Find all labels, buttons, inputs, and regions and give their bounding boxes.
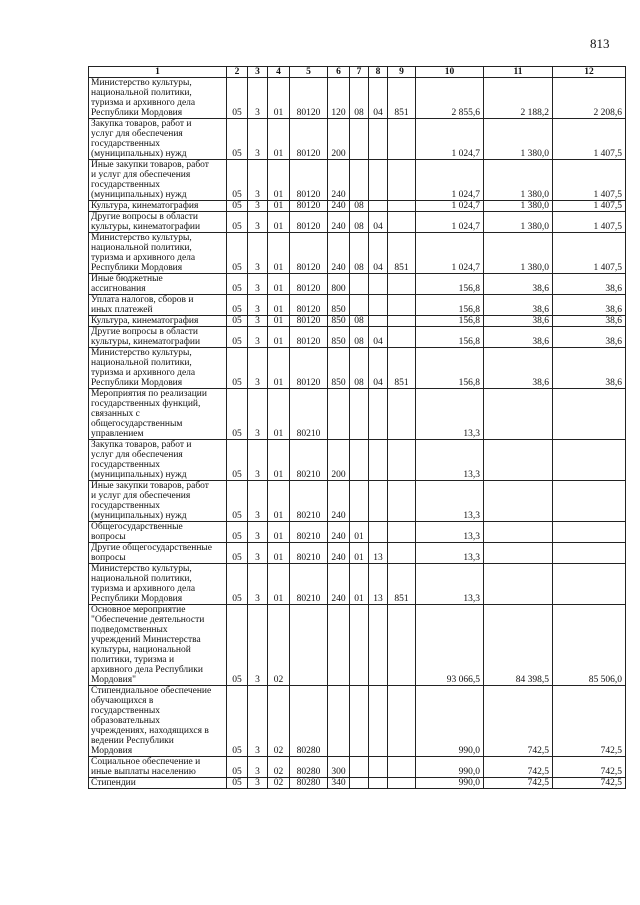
table-row xyxy=(89,348,626,389)
cell-col-2: 05 xyxy=(227,605,248,686)
cell-col-10: 13,3 xyxy=(416,543,484,564)
cell-col-10: 156,8 xyxy=(416,316,484,327)
cell-col-5: 80280 xyxy=(290,778,328,789)
cell-col-2: 05 xyxy=(227,348,248,389)
cell-col-11: 742,5 xyxy=(484,757,553,778)
cell-col-5: 80120 xyxy=(290,316,328,327)
cell-col-2: 05 xyxy=(227,440,248,481)
cell-col-5: 80210 xyxy=(290,564,328,605)
cell-col-8 xyxy=(369,389,388,440)
column-header-6: 6 xyxy=(328,67,350,78)
cell-col-5: 80120 xyxy=(290,233,328,274)
cell-col-11: 2 188,2 xyxy=(484,78,553,119)
column-header-11: 11 xyxy=(484,67,553,78)
cell-col-11: 1 380,0 xyxy=(484,119,553,160)
cell-col-12: 38,6 xyxy=(553,274,626,295)
cell-col-12: 38,6 xyxy=(553,327,626,348)
cell-col-7 xyxy=(350,605,369,686)
cell-col-9 xyxy=(388,481,416,522)
cell-col-10: 1 024,7 xyxy=(416,119,484,160)
cell-col-10: 13,3 xyxy=(416,522,484,543)
cell-col-9: 851 xyxy=(388,78,416,119)
cell-col-7 xyxy=(350,440,369,481)
cell-col-3: 3 xyxy=(248,757,268,778)
cell-col-12: 742,5 xyxy=(553,778,626,789)
page-number: 813 xyxy=(590,36,610,51)
cell-col-6: 340 xyxy=(328,778,350,789)
cell-col-7: 08 xyxy=(350,316,369,327)
cell-col-2: 05 xyxy=(227,233,248,274)
row-name-cell: Другие общегосударственные вопросы xyxy=(89,543,227,564)
cell-col-12: 1 407,5 xyxy=(553,119,626,160)
cell-col-9 xyxy=(388,389,416,440)
cell-col-12: 85 506,0 xyxy=(553,605,626,686)
cell-col-2: 05 xyxy=(227,119,248,160)
cell-col-3: 3 xyxy=(248,686,268,757)
cell-col-8 xyxy=(369,274,388,295)
table-row xyxy=(89,481,626,522)
cell-col-6: 850 xyxy=(328,348,350,389)
row-name-cell: Общегосударственные вопросы xyxy=(89,522,227,543)
cell-col-6: 240 xyxy=(328,212,350,233)
table-row xyxy=(89,686,626,757)
cell-col-11: 742,5 xyxy=(484,686,553,757)
cell-col-7: 08 xyxy=(350,212,369,233)
cell-col-10: 156,8 xyxy=(416,348,484,389)
cell-col-8 xyxy=(369,757,388,778)
cell-col-3: 3 xyxy=(248,348,268,389)
cell-col-11: 1 380,0 xyxy=(484,212,553,233)
cell-col-4: 01 xyxy=(268,543,290,564)
table-row xyxy=(89,564,626,605)
cell-col-11 xyxy=(484,389,553,440)
row-name-cell: Закупка товаров, работ и услуг для обеспечения государственных (муниципальных) нужд xyxy=(89,119,227,160)
cell-col-4: 01 xyxy=(268,564,290,605)
cell-col-6: 240 xyxy=(328,201,350,212)
table-row xyxy=(89,543,626,564)
row-name-cell: Другие вопросы в области культуры, кинематографии xyxy=(89,212,227,233)
cell-col-12 xyxy=(553,481,626,522)
cell-col-11: 38,6 xyxy=(484,348,553,389)
cell-col-8 xyxy=(369,119,388,160)
cell-col-5: 80210 xyxy=(290,543,328,564)
cell-col-10: 13,3 xyxy=(416,564,484,605)
cell-col-9 xyxy=(388,686,416,757)
cell-col-9 xyxy=(388,757,416,778)
cell-col-12: 1 407,5 xyxy=(553,233,626,274)
cell-col-8 xyxy=(369,316,388,327)
cell-col-3: 3 xyxy=(248,295,268,316)
cell-col-4: 01 xyxy=(268,201,290,212)
cell-col-4: 01 xyxy=(268,212,290,233)
cell-col-5: 80120 xyxy=(290,78,328,119)
cell-col-3: 3 xyxy=(248,543,268,564)
column-header-8: 8 xyxy=(369,67,388,78)
cell-col-9 xyxy=(388,543,416,564)
cell-col-6: 850 xyxy=(328,316,350,327)
table-row xyxy=(89,295,626,316)
cell-col-3: 3 xyxy=(248,316,268,327)
cell-col-2: 05 xyxy=(227,389,248,440)
cell-col-11 xyxy=(484,522,553,543)
cell-col-10: 156,8 xyxy=(416,327,484,348)
cell-col-9 xyxy=(388,778,416,789)
cell-col-3: 3 xyxy=(248,522,268,543)
cell-col-8: 13 xyxy=(369,543,388,564)
cell-col-3: 3 xyxy=(248,327,268,348)
cell-col-8 xyxy=(369,160,388,201)
cell-col-5: 80120 xyxy=(290,160,328,201)
cell-col-4: 01 xyxy=(268,327,290,348)
cell-col-10: 990,0 xyxy=(416,757,484,778)
cell-col-12 xyxy=(553,543,626,564)
row-name-cell: Министерство культуры, национальной политики, туризма и архивного дела Республики Мордовия xyxy=(89,348,227,389)
budget-table xyxy=(88,66,626,789)
cell-col-10: 13,3 xyxy=(416,440,484,481)
cell-col-9 xyxy=(388,295,416,316)
column-header-12: 12 xyxy=(553,67,626,78)
cell-col-7 xyxy=(350,757,369,778)
cell-col-5: 80280 xyxy=(290,757,328,778)
cell-col-6: 850 xyxy=(328,295,350,316)
cell-col-4: 02 xyxy=(268,778,290,789)
row-name-cell: Культура, кинематография xyxy=(89,201,227,212)
cell-col-2: 05 xyxy=(227,201,248,212)
table-row xyxy=(89,119,626,160)
cell-col-9: 851 xyxy=(388,564,416,605)
cell-col-2: 05 xyxy=(227,522,248,543)
cell-col-4: 01 xyxy=(268,233,290,274)
cell-col-10: 93 066,5 xyxy=(416,605,484,686)
row-name-cell: Министерство культуры, национальной политики, туризма и архивного дела Республики Мордовия xyxy=(89,78,227,119)
cell-col-8: 04 xyxy=(369,212,388,233)
cell-col-11: 1 380,0 xyxy=(484,201,553,212)
cell-col-2: 05 xyxy=(227,481,248,522)
cell-col-6 xyxy=(328,605,350,686)
cell-col-8 xyxy=(369,295,388,316)
column-header-4: 4 xyxy=(268,67,290,78)
cell-col-5: 80210 xyxy=(290,522,328,543)
cell-col-12: 38,6 xyxy=(553,348,626,389)
cell-col-12: 742,5 xyxy=(553,757,626,778)
cell-col-7: 08 xyxy=(350,201,369,212)
cell-col-7: 01 xyxy=(350,522,369,543)
cell-col-9: 851 xyxy=(388,348,416,389)
cell-col-7: 08 xyxy=(350,78,369,119)
cell-col-4: 01 xyxy=(268,348,290,389)
cell-col-12: 1 407,5 xyxy=(553,160,626,201)
row-name-cell: Иные закупки товаров, работ и услуг для обеспечения государственных (муниципальных) нужд xyxy=(89,481,227,522)
cell-col-11: 742,5 xyxy=(484,778,553,789)
table-row xyxy=(89,316,626,327)
cell-col-11: 1 380,0 xyxy=(484,160,553,201)
cell-col-4: 01 xyxy=(268,78,290,119)
cell-col-12: 1 407,5 xyxy=(553,212,626,233)
table-row xyxy=(89,778,626,789)
cell-col-11 xyxy=(484,564,553,605)
cell-col-8: 13 xyxy=(369,564,388,605)
row-name-cell: Стипендиальное обеспечение обучающихся в государственных образовательных учреждениях, находящихся в ведении Республики Мордовия xyxy=(89,686,227,757)
cell-col-11: 1 380,0 xyxy=(484,233,553,274)
cell-col-2: 05 xyxy=(227,160,248,201)
cell-col-7 xyxy=(350,389,369,440)
cell-col-10: 156,8 xyxy=(416,295,484,316)
cell-col-5: 80280 xyxy=(290,686,328,757)
column-header-5: 5 xyxy=(290,67,328,78)
cell-col-6: 200 xyxy=(328,440,350,481)
cell-col-2: 05 xyxy=(227,543,248,564)
cell-col-4: 01 xyxy=(268,522,290,543)
cell-col-2: 05 xyxy=(227,212,248,233)
cell-col-3: 3 xyxy=(248,119,268,160)
cell-col-4: 01 xyxy=(268,316,290,327)
cell-col-4: 01 xyxy=(268,119,290,160)
cell-col-8 xyxy=(369,778,388,789)
cell-col-9 xyxy=(388,119,416,160)
cell-col-5: 80120 xyxy=(290,201,328,212)
table-row xyxy=(89,757,626,778)
cell-col-8: 04 xyxy=(369,78,388,119)
cell-col-6: 800 xyxy=(328,274,350,295)
cell-col-2: 05 xyxy=(227,295,248,316)
cell-col-7: 01 xyxy=(350,543,369,564)
cell-col-10: 1 024,7 xyxy=(416,233,484,274)
cell-col-4: 01 xyxy=(268,295,290,316)
cell-col-2: 05 xyxy=(227,686,248,757)
cell-col-10: 2 855,6 xyxy=(416,78,484,119)
cell-col-5: 80120 xyxy=(290,212,328,233)
cell-col-8: 04 xyxy=(369,327,388,348)
row-name-cell: Иные закупки товаров, работ и услуг для обеспечения государственных (муниципальных) нужд xyxy=(89,160,227,201)
table-row xyxy=(89,212,626,233)
cell-col-4: 01 xyxy=(268,160,290,201)
cell-col-12: 2 208,6 xyxy=(553,78,626,119)
cell-col-10: 990,0 xyxy=(416,686,484,757)
cell-col-5: 80210 xyxy=(290,481,328,522)
cell-col-7: 08 xyxy=(350,348,369,389)
cell-col-11 xyxy=(484,440,553,481)
cell-col-8 xyxy=(369,440,388,481)
table-row xyxy=(89,389,626,440)
row-name-cell: Министерство культуры, национальной политики, туризма и архивного дела Республики Мордовия xyxy=(89,233,227,274)
cell-col-12: 38,6 xyxy=(553,316,626,327)
cell-col-8: 04 xyxy=(369,348,388,389)
cell-col-9 xyxy=(388,274,416,295)
cell-col-7: 08 xyxy=(350,233,369,274)
cell-col-3: 3 xyxy=(248,605,268,686)
table-row xyxy=(89,78,626,119)
row-name-cell: Министерство культуры, национальной политики, туризма и архивного дела Республики Мордовия xyxy=(89,564,227,605)
cell-col-9: 851 xyxy=(388,233,416,274)
cell-col-8 xyxy=(369,481,388,522)
column-header-10: 10 xyxy=(416,67,484,78)
cell-col-2: 05 xyxy=(227,564,248,605)
cell-col-6: 240 xyxy=(328,564,350,605)
table-row xyxy=(89,605,626,686)
cell-col-11: 84 398,5 xyxy=(484,605,553,686)
row-name-cell: Основное мероприятие "Обеспечение деятельности подведомственных учреждений Министерства культуры, национальной политики, туризма и архивного дела Республики Мордовия" xyxy=(89,605,227,686)
cell-col-2: 05 xyxy=(227,274,248,295)
cell-col-3: 3 xyxy=(248,78,268,119)
cell-col-10: 1 024,7 xyxy=(416,201,484,212)
cell-col-2: 05 xyxy=(227,316,248,327)
table-row xyxy=(89,233,626,274)
cell-col-11: 38,6 xyxy=(484,327,553,348)
row-name-cell: Стипендии xyxy=(89,778,227,789)
cell-col-3: 3 xyxy=(248,233,268,274)
cell-col-2: 05 xyxy=(227,757,248,778)
cell-col-11: 38,6 xyxy=(484,274,553,295)
cell-col-7: 01 xyxy=(350,564,369,605)
cell-col-5: 80210 xyxy=(290,440,328,481)
cell-col-10: 156,8 xyxy=(416,274,484,295)
cell-col-7 xyxy=(350,481,369,522)
cell-col-5: 80120 xyxy=(290,274,328,295)
cell-col-9 xyxy=(388,440,416,481)
cell-col-7 xyxy=(350,160,369,201)
cell-col-4: 01 xyxy=(268,481,290,522)
cell-col-11: 38,6 xyxy=(484,295,553,316)
row-name-cell: Другие вопросы в области культуры, кинематографии xyxy=(89,327,227,348)
cell-col-4: 02 xyxy=(268,605,290,686)
cell-col-10: 1 024,7 xyxy=(416,160,484,201)
table-row xyxy=(89,274,626,295)
cell-col-6: 120 xyxy=(328,78,350,119)
cell-col-2: 05 xyxy=(227,778,248,789)
cell-col-8 xyxy=(369,522,388,543)
row-name-cell: Мероприятия по реализации государственных функций, связанных с общегосударственным управлением xyxy=(89,389,227,440)
cell-col-8 xyxy=(369,605,388,686)
cell-col-12: 38,6 xyxy=(553,295,626,316)
cell-col-4: 01 xyxy=(268,389,290,440)
cell-col-3: 3 xyxy=(248,440,268,481)
cell-col-4: 02 xyxy=(268,757,290,778)
cell-col-7 xyxy=(350,295,369,316)
cell-col-9 xyxy=(388,327,416,348)
cell-col-3: 3 xyxy=(248,160,268,201)
cell-col-12 xyxy=(553,522,626,543)
cell-col-12: 742,5 xyxy=(553,686,626,757)
cell-col-6 xyxy=(328,686,350,757)
cell-col-11 xyxy=(484,543,553,564)
cell-col-8 xyxy=(369,686,388,757)
cell-col-7: 08 xyxy=(350,327,369,348)
cell-col-6: 240 xyxy=(328,522,350,543)
cell-col-9 xyxy=(388,201,416,212)
cell-col-10: 13,3 xyxy=(416,389,484,440)
cell-col-3: 3 xyxy=(248,201,268,212)
cell-col-3: 3 xyxy=(248,389,268,440)
table-row xyxy=(89,440,626,481)
cell-col-6: 240 xyxy=(328,543,350,564)
cell-col-7 xyxy=(350,778,369,789)
table-row xyxy=(89,327,626,348)
row-name-cell: Закупка товаров, работ и услуг для обеспечения государственных (муниципальных) нужд xyxy=(89,440,227,481)
column-header-2: 2 xyxy=(227,67,248,78)
cell-col-5: 80120 xyxy=(290,348,328,389)
cell-col-5: 80120 xyxy=(290,295,328,316)
cell-col-4: 01 xyxy=(268,440,290,481)
row-name-cell: Социальное обеспечение и иные выплаты населению xyxy=(89,757,227,778)
cell-col-2: 05 xyxy=(227,78,248,119)
cell-col-6 xyxy=(328,389,350,440)
row-name-cell: Уплата налогов, сборов и иных платежей xyxy=(89,295,227,316)
cell-col-9 xyxy=(388,160,416,201)
cell-col-4: 01 xyxy=(268,274,290,295)
column-header-1: 1 xyxy=(89,67,227,78)
cell-col-5: 80120 xyxy=(290,119,328,160)
cell-col-8: 04 xyxy=(369,233,388,274)
cell-col-11 xyxy=(484,481,553,522)
cell-col-8 xyxy=(369,201,388,212)
cell-col-12: 1 407,5 xyxy=(553,201,626,212)
cell-col-5 xyxy=(290,605,328,686)
table-row xyxy=(89,160,626,201)
cell-col-7 xyxy=(350,686,369,757)
cell-col-5: 80210 xyxy=(290,389,328,440)
cell-col-10: 990,0 xyxy=(416,778,484,789)
cell-col-9 xyxy=(388,212,416,233)
cell-col-6: 240 xyxy=(328,233,350,274)
cell-col-3: 3 xyxy=(248,212,268,233)
cell-col-9 xyxy=(388,316,416,327)
cell-col-6: 850 xyxy=(328,327,350,348)
cell-col-2: 05 xyxy=(227,327,248,348)
cell-col-9 xyxy=(388,605,416,686)
cell-col-6: 240 xyxy=(328,481,350,522)
cell-col-10: 13,3 xyxy=(416,481,484,522)
cell-col-7 xyxy=(350,274,369,295)
cell-col-11: 38,6 xyxy=(484,316,553,327)
cell-col-6: 300 xyxy=(328,757,350,778)
row-name-cell: Иные бюджетные ассигнования xyxy=(89,274,227,295)
cell-col-10: 1 024,7 xyxy=(416,212,484,233)
cell-col-3: 3 xyxy=(248,274,268,295)
cell-col-5: 80120 xyxy=(290,327,328,348)
cell-col-3: 3 xyxy=(248,481,268,522)
cell-col-12 xyxy=(553,440,626,481)
column-header-3: 3 xyxy=(248,67,268,78)
cell-col-9 xyxy=(388,522,416,543)
cell-col-12 xyxy=(553,564,626,605)
header-row xyxy=(89,67,626,78)
cell-col-3: 3 xyxy=(248,778,268,789)
cell-col-12 xyxy=(553,389,626,440)
row-name-cell: Культура, кинематография xyxy=(89,316,227,327)
cell-col-6: 200 xyxy=(328,119,350,160)
table-row xyxy=(89,201,626,212)
table-row xyxy=(89,522,626,543)
cell-col-6: 240 xyxy=(328,160,350,201)
column-header-7: 7 xyxy=(350,67,369,78)
cell-col-7 xyxy=(350,119,369,160)
cell-col-4: 02 xyxy=(268,686,290,757)
column-header-9: 9 xyxy=(388,67,416,78)
cell-col-3: 3 xyxy=(248,564,268,605)
